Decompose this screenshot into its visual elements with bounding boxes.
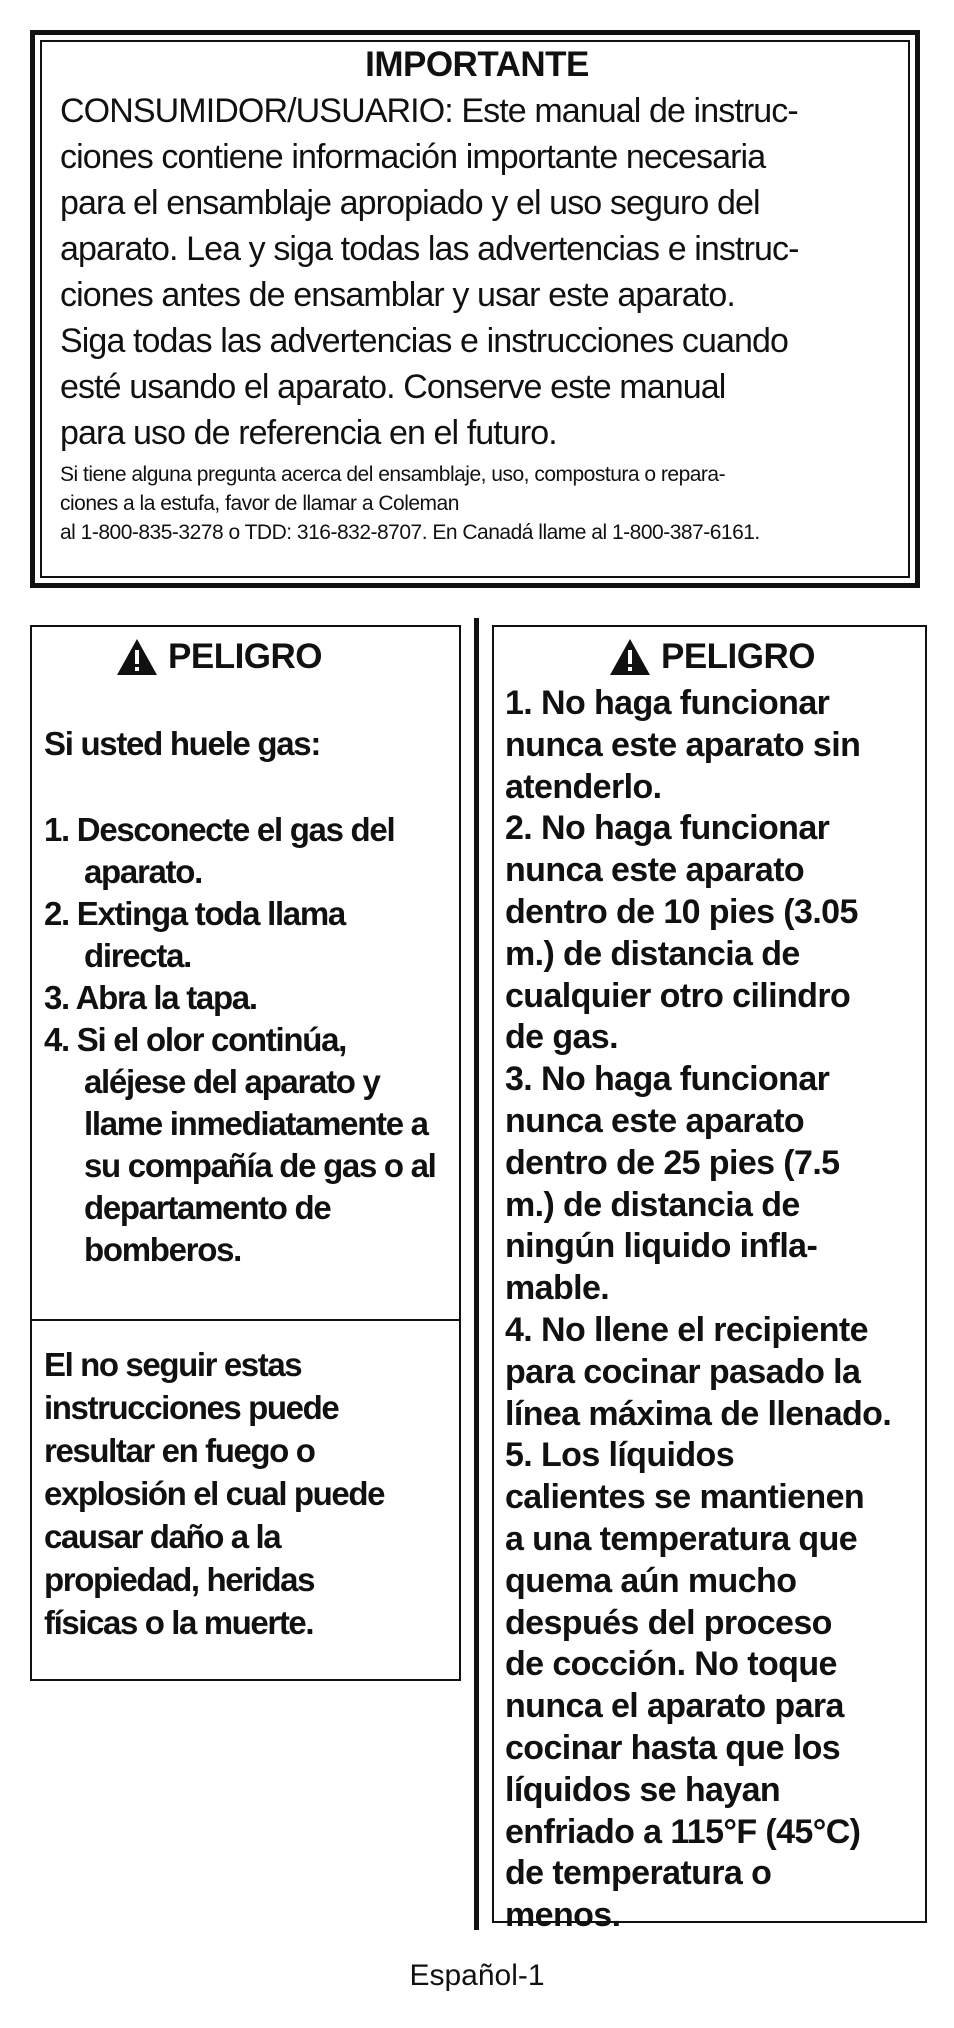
- gas-smell-section: [32, 631, 459, 1321]
- right-danger-panel: [492, 625, 927, 1935]
- warning-triangle-icon: [609, 638, 651, 676]
- left-danger-heading: [44, 631, 449, 683]
- list-item: 3. Abra la tapa.: [44, 979, 257, 1016]
- left-danger-panel: [30, 625, 461, 1681]
- important-notice-box: [30, 30, 920, 588]
- list-item: 1. Desconecte el gas del aparato.: [44, 811, 395, 890]
- left-danger-label: PELIGRO: [168, 637, 323, 676]
- right-danger-label: PELIGRO: [660, 637, 816, 676]
- column-divider: [474, 618, 479, 1930]
- important-body: CONSUMIDOR/USUARIO: Este manual de instruc- ciones contiene información importante necesaria para el ensamblaje apropiado y el uso seguro del aparato. Lea y siga todas las advertencias e instruc- ciones antes de ensamblar y usar este aparato. Siga todas las advertencias e instrucciones cuando esté usando el aparato. Conserve este manual para uso de referencia en el futuro.: [60, 92, 799, 452]
- gas-smell-steps: [44, 809, 449, 1271]
- important-notice-inner: [40, 40, 910, 578]
- gas-smell-condition: Si usted huele gas:: [44, 725, 321, 762]
- operation-warnings: 1. No haga funcionar nunca este aparato sin atenderlo. 2. No haga funcionar nunca este aparato dentro de 10 pies (3.05 m.) de distancia de cualquier otro cilindro de gas. 3. No haga funcionar nunca este aparato dentro de 25 pies (7.5 m.) de distancia de ningún liquido infla- mable. 4. No llene el recipiente para cocinar pasado la línea máxima de llenado. 5. Los líquidos calientes se mantienen a una temperatura que quema aún mucho después del proceso de cocción. No toque nunca el aparato para cocinar hasta que los líquidos se hayan enfriado a 115°F (45°C) de temperatura o menos.: [505, 684, 892, 1935]
- warning-triangle-icon: [116, 638, 158, 676]
- list-item: 4. Si el olor continúa, aléjese del aparato y llame inmediatamente a su compañía de gas o al departamento de bomberos.: [44, 1021, 436, 1268]
- consequence-text: El no seguir estas instrucciones puede resultar en fuego o explosión el cual puede causar daño a la propiedad, heridas físicas o la muerte.: [44, 1346, 385, 1641]
- contact-info: Si tiene alguna pregunta acerca del ensamblaje, uso, compostura o repara- ciones a la estufa, favor de llamar a Coleman al 1-800-835-3278 o TDD: 316-832-8707. En Canadá llame al 1-800-387-6161.: [60, 463, 760, 544]
- list-item: 2. Extinga toda llama directa.: [44, 895, 345, 974]
- page-number: Español-1: [409, 1959, 545, 1992]
- consequence-section: [32, 1321, 459, 1644]
- right-danger-heading: [505, 631, 919, 683]
- important-title: IMPORTANTE: [365, 45, 589, 84]
